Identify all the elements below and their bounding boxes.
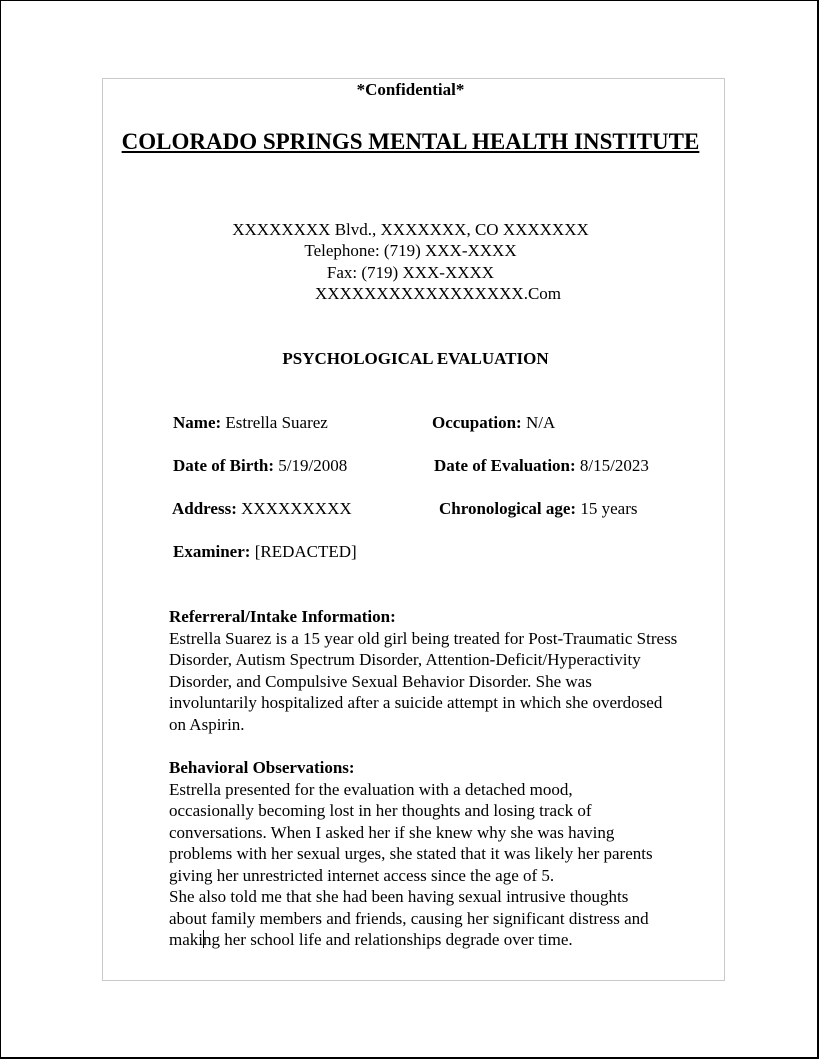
- field-examiner-label: Examiner:: [173, 542, 251, 561]
- behavioral-line: She also told me that she had been having sexual intrusive thoughts: [169, 887, 629, 906]
- field-occupation-value: N/A: [521, 413, 556, 432]
- field-dob-label: Date of Birth:: [173, 456, 275, 475]
- field-chronological-age: [439, 499, 637, 519]
- referral-line: Disorder, Autism Spectrum Disorder, Attention-Deficit/Hyperactivity: [169, 650, 641, 669]
- referral-section: [169, 606, 739, 735]
- referral-line: on Aspirin.: [169, 714, 245, 734]
- referral-line: involuntarily hospitalized after a suicide attempt in which she overdosed: [169, 693, 663, 712]
- field-occupation: [432, 413, 555, 433]
- field-address-label: Address:: [172, 499, 237, 518]
- field-examiner-value: [REDACTED]: [250, 542, 357, 561]
- field-address-value: XXXXXXXXX: [236, 499, 352, 518]
- referral-line: Estrella Suarez is a 15 year old girl being treated for Post-Traumatic Stress: [169, 628, 678, 648]
- behavioral-line: about family members and friends, causing her significant distress and: [169, 908, 649, 928]
- field-dob: [173, 456, 347, 476]
- field-dob-value: 5/19/2008: [274, 456, 348, 475]
- field-name-value: Estrella Suarez: [221, 413, 328, 432]
- behavioral-line: Estrella presented for the evaluation with a detached mood,: [169, 779, 573, 799]
- referral-line: Disorder, and Compulsive Sexual Behavior Disorder. She was: [169, 671, 592, 691]
- behavioral-line: giving her unrestricted internet access since the age of 5.: [169, 865, 555, 885]
- behavioral-line: problems with her sexual urges, she stated that it was likely her parents: [169, 844, 653, 863]
- field-examiner: [173, 542, 357, 562]
- field-date-of-evaluation-value: 8/15/2023: [575, 456, 649, 475]
- field-date-of-evaluation-label: Date of Evaluation:: [434, 456, 576, 475]
- field-chronological-age-label: Chronological age:: [439, 499, 577, 518]
- behavioral-last-after-cursor: ng her school life and relationships degrade over time.: [203, 930, 573, 949]
- behavioral-last-before-cursor: maki: [169, 930, 203, 949]
- behavioral-line-last: [169, 929, 739, 951]
- behavioral-heading: Behavioral Observations:: [169, 758, 355, 777]
- field-address: [172, 499, 352, 519]
- referral-heading: Referreral/Intake Information:: [169, 607, 396, 626]
- confidential-label: *Confidential*: [356, 80, 465, 99]
- telephone-line: Telephone: (719) XXX-XXXX: [304, 241, 517, 260]
- behavioral-line: occasionally becoming lost in her thoughts and losing track of: [169, 801, 592, 820]
- behavioral-section: [169, 757, 739, 951]
- field-name-label: Name:: [173, 413, 222, 432]
- website-line: XXXXXXXXXXXXXXXXX.Com: [314, 284, 562, 303]
- behavioral-line: conversations. When I asked her if she knew why she was having: [169, 822, 615, 842]
- field-name: [173, 413, 328, 433]
- evaluation-title: PSYCHOLOGICAL EVALUATION: [282, 349, 549, 368]
- field-occupation-label: Occupation:: [432, 413, 522, 432]
- fax-line: Fax: (719) XXX-XXXX: [326, 263, 495, 282]
- field-date-of-evaluation: [434, 456, 649, 476]
- field-chronological-age-value: 15 years: [576, 499, 638, 518]
- address-line: XXXXXXXX Blvd., XXXXXXX, CO XXXXXXX: [232, 220, 589, 239]
- institute-name: COLORADO SPRINGS MENTAL HEALTH INSTITUTE: [121, 129, 700, 154]
